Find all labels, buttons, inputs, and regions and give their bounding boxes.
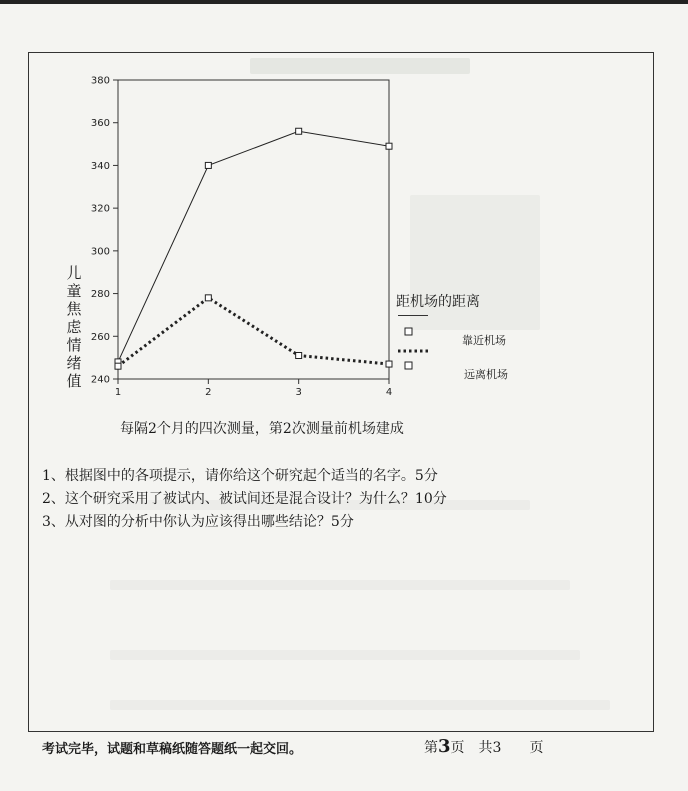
- y-tick-label: 340: [90, 160, 110, 172]
- question-list: [42, 465, 447, 534]
- question-2: 2、这个研究采用了被试内、被试间还是混合设计？为什么？10分: [42, 491, 447, 507]
- y-axis-label-char: 焦: [66, 300, 82, 318]
- page-total: 页 共3 页: [450, 740, 544, 756]
- data-point-marker: [205, 295, 211, 301]
- data-point-marker: [115, 363, 121, 369]
- legend-divider: [398, 315, 428, 316]
- y-tick-label: 280: [90, 289, 110, 301]
- series-line-2: [118, 298, 389, 366]
- y-tick-label: 320: [90, 203, 110, 215]
- y-axis-label-char: 儿: [66, 264, 82, 282]
- y-axis-label-char: 童: [66, 282, 82, 300]
- question-3: 3、从对图的分析中你认为应该得出哪些结论？5分: [42, 514, 354, 530]
- y-axis-label-char: 情: [66, 336, 82, 354]
- y-tick-label: 260: [90, 331, 110, 343]
- y-tick-label: 240: [90, 374, 110, 386]
- data-point-marker: [205, 162, 211, 168]
- data-point-marker: [296, 353, 302, 359]
- question-1: 1、根据图中的各项提示，请你给这个研究起个适当的名字。5分: [42, 468, 438, 484]
- y-tick-label: 360: [90, 118, 110, 130]
- x-tick-label: 3: [295, 387, 302, 398]
- x-axis-caption: 每隔2个月的四次测量，第2次测量前机场建成: [120, 421, 404, 437]
- data-point-marker: [386, 361, 392, 367]
- y-axis-label-char: 绪: [66, 354, 82, 372]
- data-point-marker: [386, 143, 392, 149]
- data-point-marker: [296, 128, 302, 134]
- page-prefix: 第: [424, 740, 438, 756]
- x-tick-label: 4: [385, 387, 393, 398]
- page-number: [424, 736, 543, 757]
- x-tick-label: 1: [114, 387, 122, 398]
- y-axis-label-char: 值: [66, 372, 82, 390]
- y-tick-label: 300: [90, 246, 110, 258]
- y-axis-label-char: 虑: [66, 318, 82, 336]
- y-axis-label: [64, 264, 84, 390]
- legend-title: 距机场的距离: [396, 294, 480, 310]
- y-tick-label: 380: [90, 75, 110, 87]
- legend-item-near: 靠近机场: [462, 334, 506, 347]
- legend-item-far: 远离机场: [464, 368, 508, 381]
- legend-marker-far: [405, 362, 412, 369]
- legend-marker-near: [405, 328, 412, 335]
- page-num: 3: [438, 736, 451, 757]
- x-tick-label: 2: [205, 387, 212, 398]
- footer-note: 考试完毕，试题和草稿纸随答题纸一起交回。: [42, 742, 303, 757]
